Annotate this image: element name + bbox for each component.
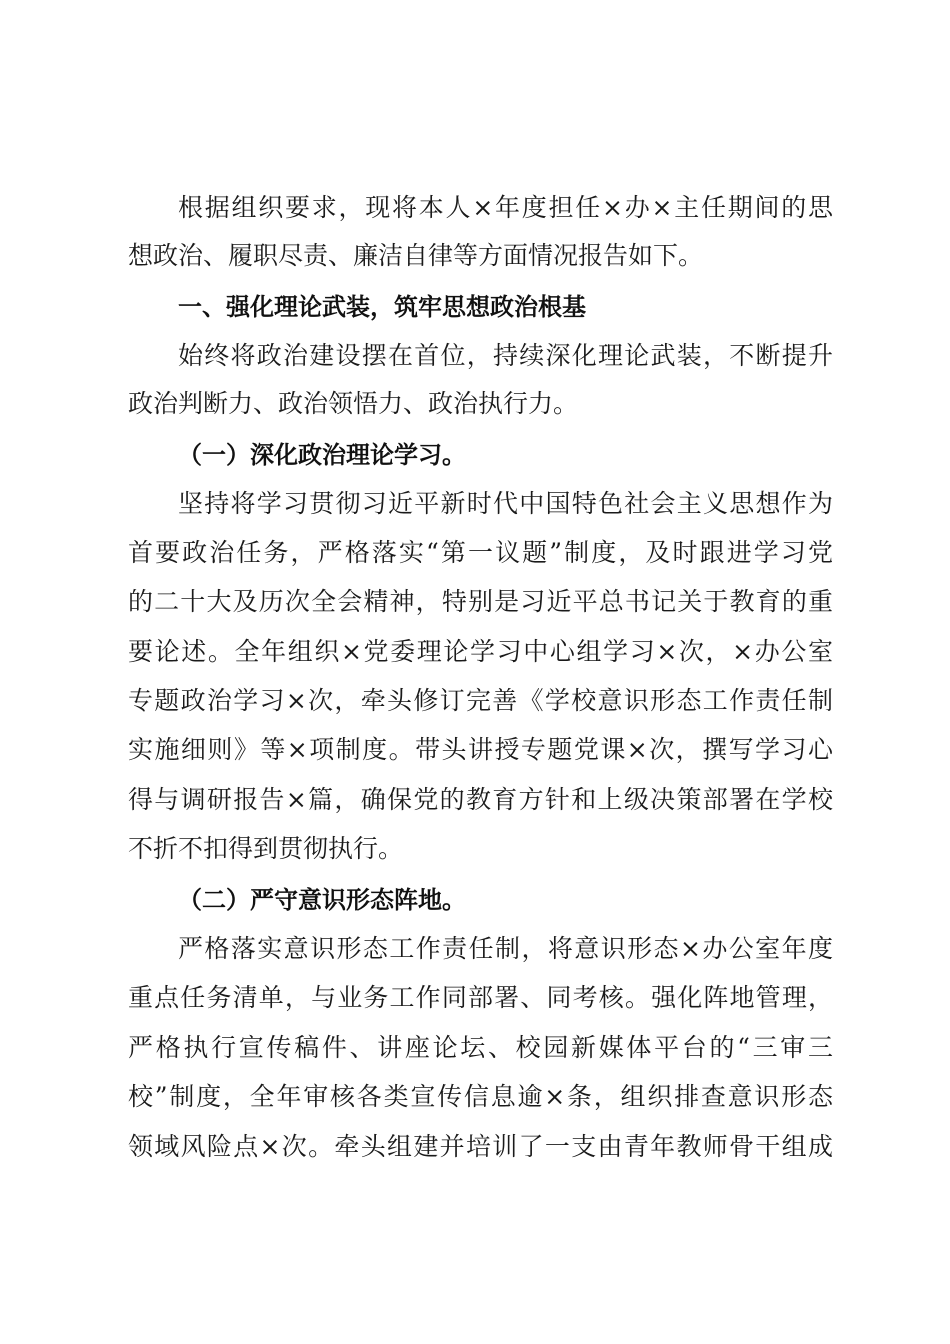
intro-line-1: 根据组织要求，现将本人×年度担任×办×主任期间的思 — [178, 193, 833, 222]
section1-intro-line-2: 政治判断力、政治领悟力、政治执行力。 — [128, 389, 579, 418]
paragraph-line: 严格落实意识形态工作责任制，将意识形态×办公室年度 — [178, 934, 833, 963]
paragraph-line: 要论述。全年组织×党委理论学习中心组学习×次，×办公室 — [128, 637, 833, 666]
paragraph-line: 得与调研报告×篇，确保党的教育方针和上级决策部署在学校 — [128, 785, 833, 814]
paragraph-line: 严格执行宣传稿件、讲座论坛、校园新媒体平台的“三审三 — [128, 1033, 833, 1062]
section-heading-1: 一、强化理论武装，筑牢思想政治根基 — [178, 293, 586, 321]
paragraph-line: 的二十大及历次全会精神，特别是习近平总书记关于教育的重 — [128, 587, 833, 616]
paragraph-line: 首要政治任务，严格落实“第一议题”制度，及时跟进学习党 — [128, 538, 833, 567]
paragraph-line: 重点任务清单，与业务工作同部署、同考核。强化阵地管理， — [128, 983, 833, 1012]
paragraph-line: 实施细则》等×项制度。带头讲授专题党课×次，撰写学习心 — [128, 735, 833, 764]
subsection-heading-1: （一）深化政治理论学习。 — [178, 440, 466, 469]
paragraph-line: 坚持将学习贯彻习近平新时代中国特色社会主义思想作为 — [178, 489, 833, 518]
paragraph-line: 领域风险点×次。牵头组建并培训了一支由青年教师骨干组成 — [128, 1132, 833, 1161]
paragraph-line: 校”制度，全年审核各类宣传信息逾×条，组织排查意识形态 — [128, 1082, 833, 1111]
paragraph-line: 不折不扣得到贯彻执行。 — [128, 834, 404, 863]
paragraph-line: 专题政治学习×次，牵头修订完善《学校意识形态工作责任制 — [128, 686, 833, 715]
subsection-heading-2: （二）严守意识形态阵地。 — [178, 885, 466, 914]
section1-intro-line-1: 始终将政治建设摆在首位，持续深化理论武装，不断提升 — [178, 341, 833, 370]
intro-line-2: 想政治、履职尽责、廉洁自律等方面情况报告如下。 — [128, 241, 704, 270]
